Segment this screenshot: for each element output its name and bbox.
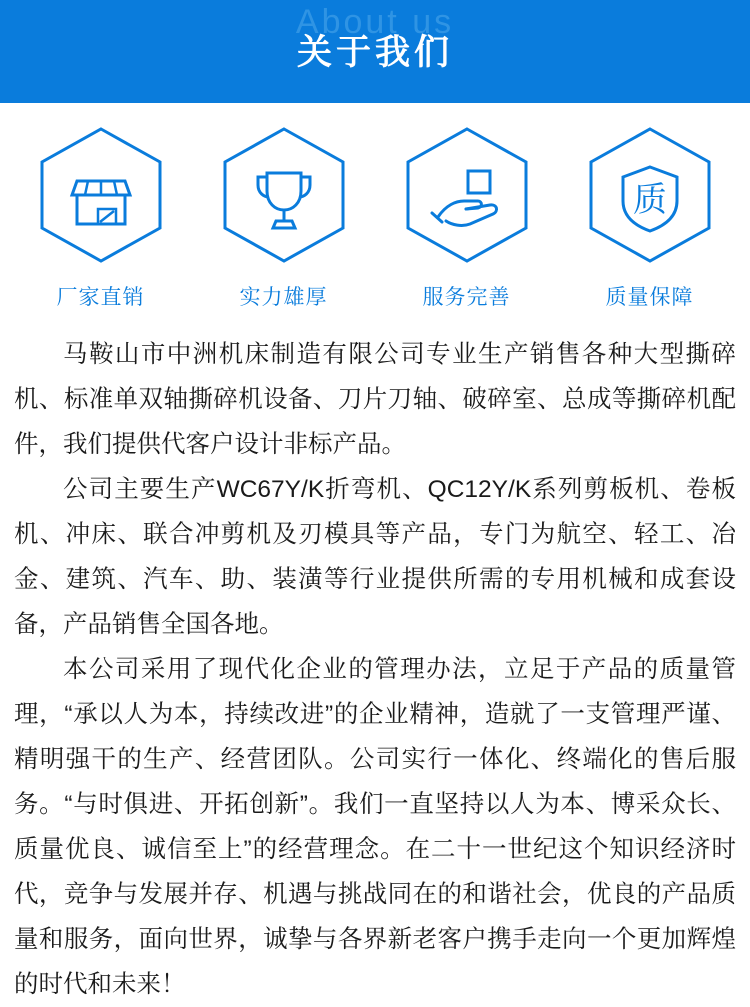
feature-item-strength xyxy=(201,125,366,328)
hand-service-icon xyxy=(402,125,532,265)
paragraph-1: 马鞍山市中洲机床制造有限公司专业生产销售各种大型撕碎机、标准单双轴撕碎机设备、刀片刀轴、破碎室、总成等撕碎机配件，我们提供代客户设计非标产品。 xyxy=(14,341,736,458)
feature-list xyxy=(0,103,750,328)
svg-text:质: 质 xyxy=(632,180,667,220)
feature-label: 厂家直销 xyxy=(56,286,145,309)
paragraph-2: 公司主要生产WC67Y/K折弯机、QC12Y/K系列剪板机、卷板机、冲床、联合冲剪机及刃模具等产品，专门为航空、轻工、冶金、建筑、汽车、助、装潢等行业提供所需的专用机械和成套设备，产品销售全国各地。 xyxy=(14,476,736,638)
quality-shield-icon xyxy=(585,125,715,265)
feature-label: 质量保障 xyxy=(605,286,694,309)
feature-item-shop xyxy=(18,125,183,328)
paragraph-3: 本公司采用了现代化企业的管理办法，立足于产品的质量管理，“承以人为本，持续改进”的企业精神，造就了一支管理严谨、精明强干的生产、经营团队。公司实行一体化、终端化的售后服务。“与时俱进、开拓创新”。我们一直坚持以人为本、博采众长、质量优良、诚信至上”的经营理念。在二十一世纪这个知识经济时代，竞争与发展并存、机遇与挑战同在的和谐社会，优良的产品质量和服务，面向世界，诚挚与各界新老客户携手走向一个更加辉煌的时代和未来！ xyxy=(14,656,736,998)
page-title: 关于我们 xyxy=(296,33,453,72)
feature-item-service xyxy=(384,125,549,328)
trophy-icon xyxy=(219,125,349,265)
feature-label: 实力雄厚 xyxy=(239,286,328,309)
feature-item-quality xyxy=(567,125,732,328)
feature-label: 服务完善 xyxy=(422,286,511,309)
page-header-banner xyxy=(0,0,750,103)
about-body xyxy=(0,328,750,1007)
shop-icon xyxy=(36,125,166,265)
banner-subtitle: About us xyxy=(295,3,455,41)
